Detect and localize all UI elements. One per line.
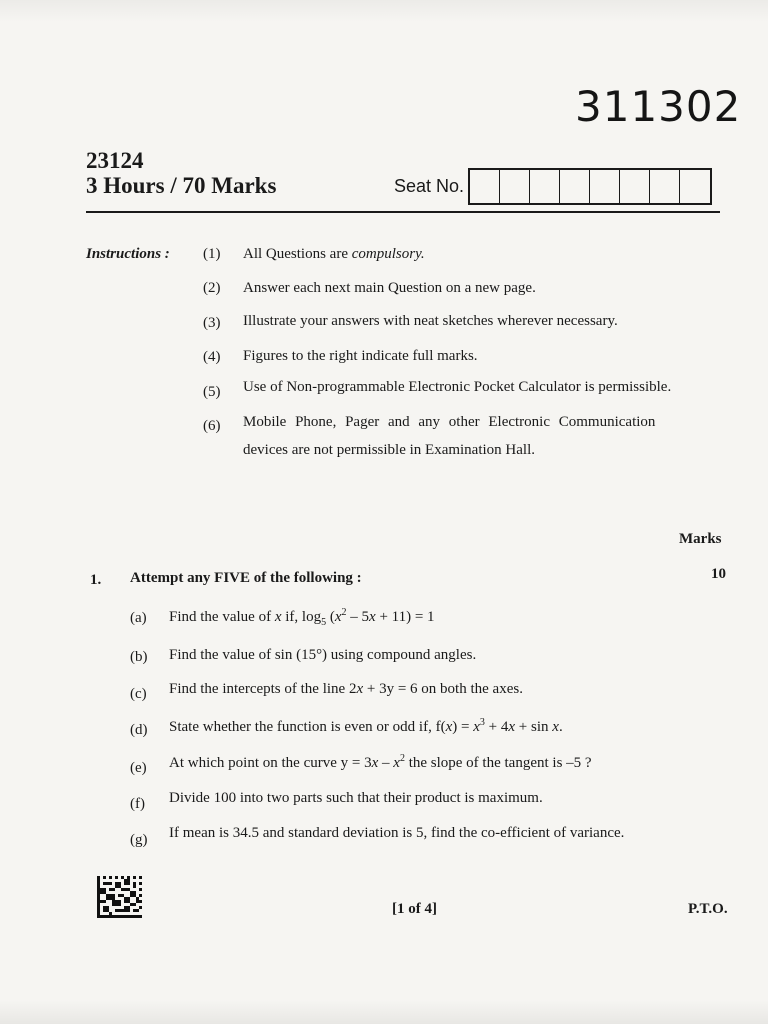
instruction-number: (4) [203, 349, 221, 365]
marks-column-header: Marks [679, 531, 722, 547]
seat-number-box [620, 170, 650, 203]
instruction-text: Mobile Phone, Pager and any other Electronic Communication [243, 414, 656, 430]
instruction-number: (5) [203, 384, 221, 400]
question-number: 1. [90, 572, 102, 588]
instruction-text-continued: devices are not permissible in Examination Hall. [243, 442, 536, 458]
seat-number-box [680, 170, 710, 203]
part-text: State whether the function is even or odd if, $f(x) = x^3 + 4x + \sin x$. [169, 717, 563, 735]
question-marks: 10 [711, 566, 726, 582]
instruction-number: (1) [203, 246, 221, 262]
qr-code [97, 876, 142, 918]
seat-number-box [530, 170, 560, 203]
part-label: (f) [130, 796, 145, 812]
instruction-text: Answer each next main Question on a new page. [243, 280, 536, 296]
please-turn-over: P.T.O. [688, 901, 728, 917]
seat-number-box [470, 170, 500, 203]
duration-marks: 3 Hours / 70 Marks [86, 173, 277, 198]
exam-code: 23124 [86, 148, 144, 173]
part-label: (b) [130, 649, 148, 665]
instructions-title: Instructions : [86, 246, 170, 262]
instruction-text: Figures to the right indicate full marks. [243, 348, 478, 364]
instruction-number: (6) [203, 418, 221, 434]
seat-number-label: Seat No. [394, 176, 465, 196]
part-text: Find the value of sin (15°) using compound angles. [169, 647, 477, 663]
part-label: (e) [130, 760, 147, 776]
seat-number-box [560, 170, 590, 203]
part-text: Divide 100 into two parts such that their product is maximum. [169, 790, 543, 806]
instruction-text: Use of Non-programmable Electronic Pocket Calculator is permissible. [243, 379, 672, 395]
part-text: Find the value of x if, $\log_5 (x^2 - 5x + 11) = 1$ [169, 607, 435, 628]
part-label: (d) [130, 722, 148, 738]
instruction-number: (3) [203, 315, 221, 331]
seat-number-boxes [468, 168, 712, 205]
seat-number-box [650, 170, 680, 203]
part-text: If mean is 34.5 and standard deviation is 5, find the co-efficient of variance. [169, 825, 625, 841]
seat-number-box [590, 170, 620, 203]
instruction-text: Illustrate your answers with neat sketches wherever necessary. [243, 313, 618, 329]
part-label: (c) [130, 686, 147, 702]
part-text: At which point on the curve $y = 3x - x^2$ the slope of the tangent is –5 ? [169, 753, 592, 771]
paper-code: 311302 [575, 82, 742, 131]
instruction-text: All Questions are compulsory. [243, 246, 425, 262]
question-title: Attempt any FIVE of the following : [130, 570, 362, 586]
page-indicator: [1 of 4] [392, 901, 437, 917]
part-label: (g) [130, 832, 148, 848]
instruction-number: (2) [203, 280, 221, 296]
part-label: (a) [130, 610, 147, 626]
header-divider [86, 211, 720, 213]
seat-number-box [500, 170, 530, 203]
part-text: Find the intercepts of the line 2x + 3y = 6 on both the axes. [169, 681, 523, 697]
